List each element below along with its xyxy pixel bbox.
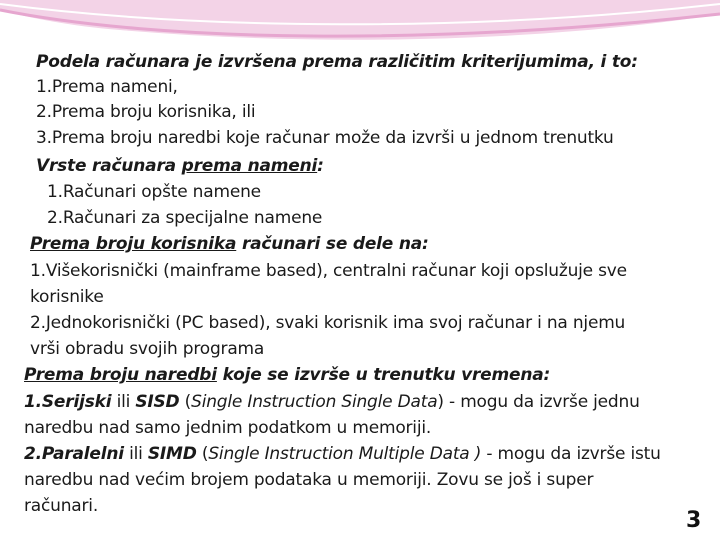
heading-classification: Podela računara je izvršena prema različitim kriterijumima, i to: <box>36 52 638 72</box>
list-item: 3.Prema broju naredbi koje računar može da izvrši u jednom trenutku <box>36 128 614 148</box>
list-item: 2.Prema broju korisnika, ili <box>36 102 256 122</box>
list-item-continuation: vrši obradu svojih programa <box>30 339 265 359</box>
list-item-continuation: računari. <box>24 496 99 516</box>
heading-instructions: Prema broju naredbi koje se izvrše u trenutku vremena: <box>24 365 551 385</box>
list-item: 2.Jednokorisnički (PC based), svaki korisnik ima svoj računar i na njemu <box>30 313 626 333</box>
page-number: 3 <box>686 508 702 533</box>
list-item-continuation: naredbu nad samo jednim podatkom u memoriji. <box>24 418 432 438</box>
list-item-continuation: naredbu nad većim brojem podataka u memoriji. Zovu se još i super <box>24 470 594 490</box>
list-item: 1.Serijski ili SISD (Single Instruction Single Data) - mogu da izvrše jednu <box>24 392 640 412</box>
list-item: 2.Računari za specijalne namene <box>47 208 323 228</box>
list-item: 1.Računari opšte namene <box>47 182 261 202</box>
heading-purpose: Vrste računara prema nameni: <box>36 156 324 176</box>
list-item: 1.Višekorisnički (mainframe based), centralni računar koji opslužuje sve <box>30 261 627 281</box>
list-item: 2.Paralelni ili SIMD (Single Instruction Multiple Data ) - mogu da izvrše istu <box>24 444 661 464</box>
heading-users: Prema broju korisnika računari se dele na: <box>30 234 429 254</box>
list-item-continuation: korisnike <box>30 287 104 307</box>
list-item: 1.Prema nameni, <box>36 77 178 97</box>
